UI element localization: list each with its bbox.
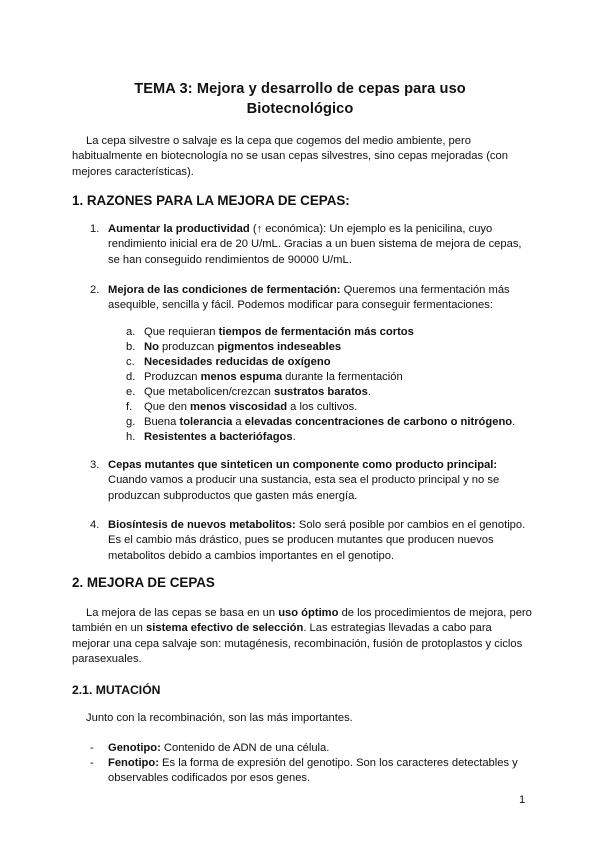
item-1-body: (↑ económica): Un ejemplo es la penicilina, cuyo rendimiento inicial era de 20 U/mL. Gracias a un buen sistema de mejora de cepas, se han conseguido rendimientos de 90000 U/mL. [108, 223, 522, 266]
section-2-pre: La mejora de las cepas se basa en un [86, 607, 279, 619]
title-line-1: TEMA 3: Mejora y desarrollo de cepas para uso [134, 81, 466, 97]
subitem-d-text [144, 370, 403, 385]
section-2-mid: de los procedimientos de mejora, pero también en un [72, 607, 532, 635]
subitem-c-letter: c. [126, 356, 135, 368]
subitem-a-text [144, 325, 414, 340]
subitem-b-bold2: pigmentos indeseables [217, 341, 342, 353]
item-3-bold: Cepas mutantes que sinteticen un componente como producto principal: [108, 459, 498, 471]
intro-paragraph: La cepa silvestre o salvaje es la cepa que cogemos del medio ambiente, pero habitualmente en biotecnología no se usan cepas silvestres, sino cepas mejoradas (con mejores características). [72, 135, 508, 178]
page-number: 1 [519, 794, 526, 806]
item-4-bold: Biosíntesis de nuevos metabolitos: [108, 519, 296, 531]
def-fenotipo [108, 756, 533, 787]
subitem-h-text [144, 430, 296, 445]
subitem-d-letter: d. [126, 371, 136, 383]
subitem-a-bold: tiempos de fermentación más cortos [218, 326, 414, 338]
section-2-bold-1: uso óptimo [278, 607, 339, 619]
subitem-g-mid: a [232, 416, 245, 428]
item-4-number: 4. [90, 519, 100, 531]
subitem-e-letter: e. [126, 386, 136, 398]
section-2-1-heading: 2.1. MUTACIÓN [72, 683, 161, 697]
subitem-g-bold2: elevadas concentraciones de carbono o nitrógeno [244, 416, 513, 428]
def-2-bullet: - [90, 757, 94, 769]
subitem-f-pre: Que den [144, 401, 191, 413]
item-3-number: 3. [90, 459, 100, 471]
def-1-bullet: - [90, 742, 94, 754]
subitem-b-letter: b. [126, 341, 136, 353]
def-1-term: Genotipo: [108, 742, 161, 754]
subitem-d-pre: Produzcan [144, 371, 201, 383]
item-1-bold: Aumentar la productividad [108, 223, 250, 235]
subitem-f-letter: f. [126, 401, 133, 413]
subitem-g-pre: Buena [144, 416, 180, 428]
item-3-text [108, 458, 533, 504]
subitem-e-bold: sustratos baratos [273, 386, 368, 398]
subitem-b-text [144, 340, 341, 355]
item-2-number: 2. [90, 284, 100, 296]
section-2-bold-2: sistema efectivo de selección [146, 622, 304, 635]
def-1-text: Contenido de ADN de una célula. [160, 742, 330, 754]
def-2-text: Es la forma de expresión del genotipo. Son los caracteres detectables y observables codificados por esos genes. [108, 757, 518, 785]
title-line-2: Biotecnológico [246, 101, 354, 117]
section-1-heading: 1. RAZONES PARA LA MEJORA DE CEPAS: [72, 193, 350, 208]
section-2-heading: 2. MEJORA DE CEPAS [72, 575, 215, 590]
item-4-body: Solo será posible por cambios en el genotipo. Es el cambio más drástico, pues se producen mutantes que producen nuevos metabolitos debido a cambios importantes en el genotipo. [108, 519, 526, 562]
subitem-b-mid: produzcan [158, 341, 218, 353]
subitem-d-bold: menos espuma [200, 371, 283, 383]
subitem-a-pre: Que requieran [144, 326, 219, 338]
subitem-e-post: . [367, 386, 371, 398]
subitem-g-post: . [512, 416, 516, 428]
subitem-f-bold: menos viscosidad [190, 401, 288, 413]
page-title [90, 79, 510, 119]
def-genotipo [108, 741, 533, 756]
item-2-body: Queremos una fermentación más asequible, sencilla y fácil. Podemos modificar para conseguir fermentaciones: [108, 284, 510, 312]
section-2-post: . Las estrategias llevadas a cabo para mejorar una cepa salvaje son: mutagénesis, recombinación, fusión de protoplastos y ciclos parasexuales. [72, 622, 523, 665]
subitem-c-text [144, 355, 331, 370]
subitem-g-text [144, 415, 515, 430]
item-1-text [108, 222, 533, 268]
subitem-b-bold: No [144, 341, 159, 353]
subitem-c-bold: Necesidades reducidas de oxígeno [144, 356, 331, 368]
subitem-h-letter: h. [126, 431, 136, 443]
subitem-f-text [144, 400, 357, 415]
item-1-number: 1. [90, 223, 100, 235]
subitem-e-pre: Que metabolicen/crezcan [144, 386, 274, 398]
subitem-g-letter: g. [126, 416, 136, 428]
subitem-g-bold: tolerancia [179, 416, 233, 428]
item-2-text [108, 283, 533, 314]
subitem-a-letter: a. [126, 326, 136, 338]
item-4-text [108, 518, 533, 564]
subitem-h-post: . [292, 431, 296, 443]
subitem-h-bold: Resistentes a bacteriófagos [144, 431, 293, 443]
item-2-bold: Mejora de las condiciones de fermentación: [108, 284, 341, 296]
def-2-term: Fenotipo: [108, 757, 159, 769]
subitem-f-post: a los cultivos. [287, 401, 358, 413]
item-3-body: Cuando vamos a producir una sustancia, esta sea el producto principal y no se produzcan subproductos que gasten más energía. [108, 474, 500, 502]
section-2-1-intro: Junto con la recombinación, son las más importantes. [86, 712, 353, 724]
subitem-e-text [144, 385, 371, 400]
section-2-paragraph [72, 606, 532, 667]
subitem-d-post: durante la fermentación [282, 371, 403, 383]
